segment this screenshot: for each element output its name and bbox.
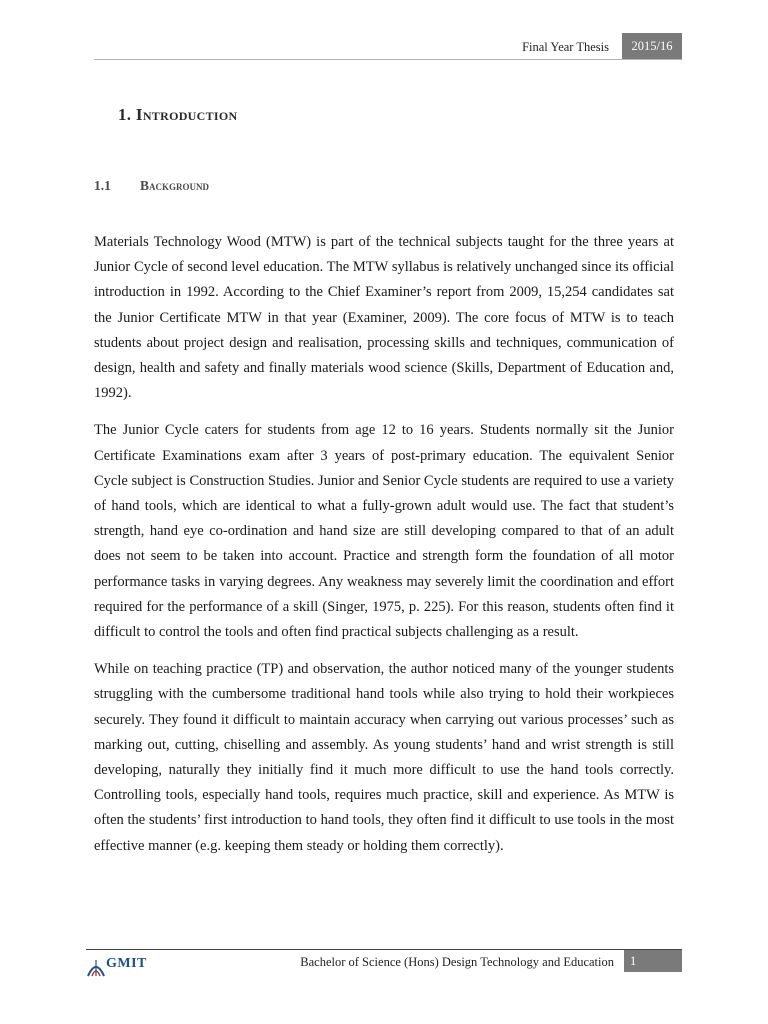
gmit-emblem-icon (86, 956, 106, 978)
logo-text: GMIT (106, 956, 147, 971)
gmit-logo (86, 956, 166, 978)
section-heading (118, 105, 237, 125)
section-number: 1. (118, 105, 132, 124)
header-year-badge: 2015/16 (622, 33, 682, 59)
paragraph: The Junior Cycle caters for students from age 12 to 16 years. Students normally sit the Junior Certificate Examinations exam after 3 years of post-primary education. The equivalent Senior Cycle subject is Construction Studies. Junior and Senior Cycle students are required to use a variety of hand tools, which are identical to what a fully-grown adult would use. The fact that student’s strength, hand eye co-ordination and hand size are still developing compared to that of an adult does not seem to be taken into account. Practice and strength form the foundation of all motor performance tasks in varying degrees. Any weakness may severely limit the coordination and effort required for the performance of a skill (Singer, 1975, p. 225). For this reason, students often find it difficult to control the tools and often find practical subjects challenging as a result. (94, 422, 674, 641)
header-title: Final Year Thesis (522, 40, 609, 54)
body-text (94, 230, 674, 871)
subsection-number: 1.1 (94, 178, 111, 193)
page-footer (86, 949, 682, 976)
page-number: 1 (624, 950, 682, 972)
page-header (94, 33, 682, 60)
section-title: Introduction (135, 105, 238, 124)
subsection-heading (94, 178, 209, 194)
subsection-title: Background (140, 178, 210, 193)
paragraph: Materials Technology Wood (MTW) is part of the technical subjects taught for the three years at Junior Cycle of second level education. The MTW syllabus is relatively unchanged since its official introduction in 1992. According to the Chief Examiner’s report from 2009, 15,254 candidates sat the Junior Certificate MTW in that year (Examiner, 2009). The core focus of MTW is to teach students about project design and realisation, processing skills and techniques, communication of design, health and safety and finally materials wood science (Skills, Department of Education and, 1992). (94, 234, 674, 402)
paragraph: While on teaching practice (TP) and observation, the author noticed many of the younger students struggling with the cumbersome traditional hand tools while also trying to hold their workpieces securely. They found it difficult to maintain accuracy when carrying out various processes’ such as marking out, cutting, chiselling and assembly. As young students’ hand and wrist strength is still developing, naturally they initially find it much more difficult to use the hand tools correctly. Controlling tools, especially hand tools, requires much practice, skill and experience. As MTW is often the students’ first introduction to hand tools, they often find it difficult to use tools in the most effective manner (e.g. keeping them steady or holding them correctly). (94, 661, 674, 854)
footer-title: Bachelor of Science (Hons) Design Technology and Education (300, 955, 614, 969)
